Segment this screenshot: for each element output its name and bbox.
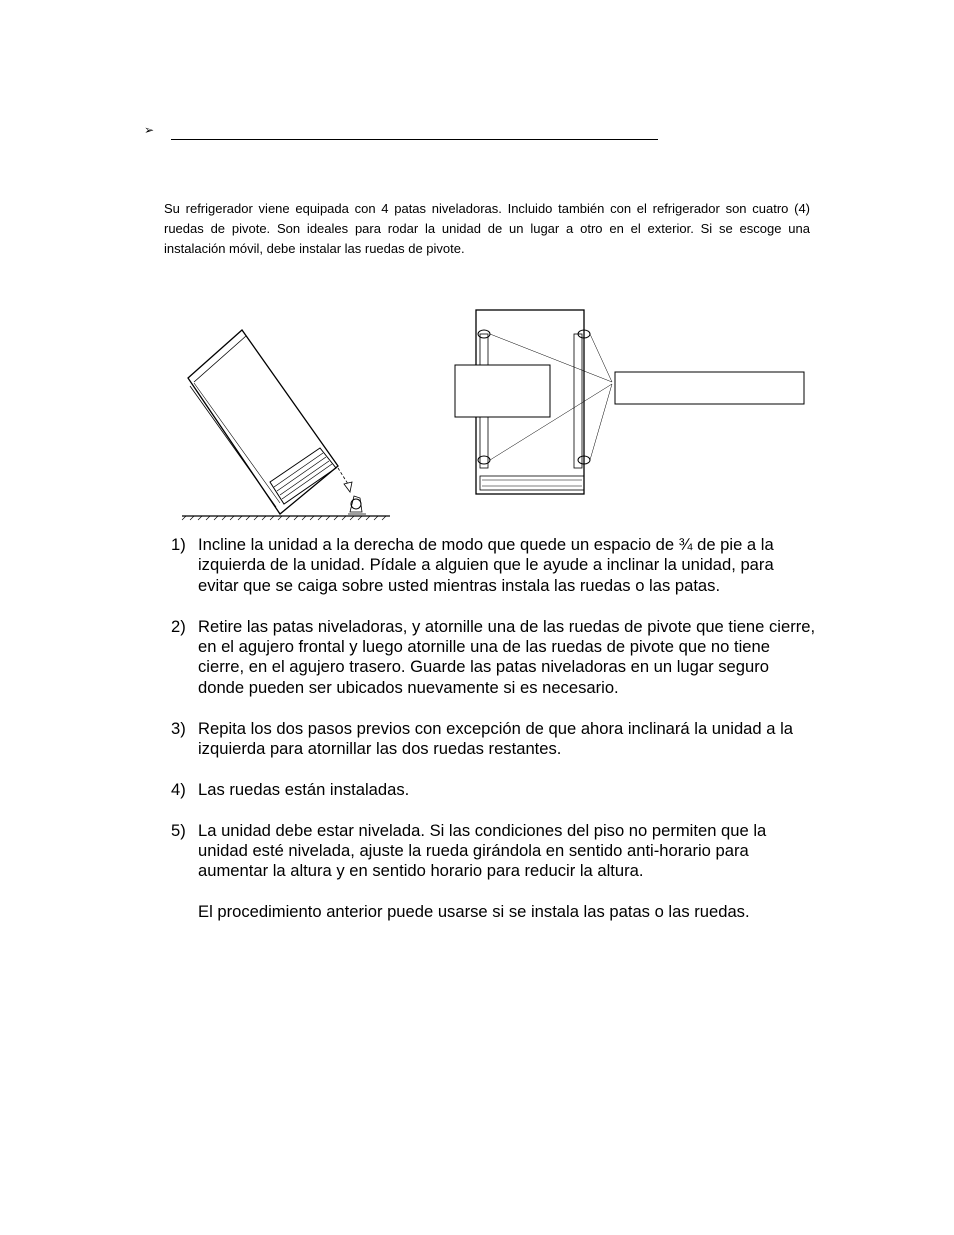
bottom-view-figure	[455, 310, 804, 494]
callout-box-left	[455, 365, 550, 417]
closing-note: El procedimiento anterior puede usarse si se instala las patas o las ruedas.	[198, 902, 750, 922]
instruction-list	[166, 535, 816, 923]
step-text: Retire las patas niveladoras, y atornille una de las ruedas de pivote que tiene cierre, en el agujero frontal y luego atornille una de las ruedas de pivote que no tiene cierre, en el agujero trasero. Guarde las patas niveladoras en un lugar seguro donde pueden ser ubicados nuevamente si es necesario.	[198, 616, 816, 697]
step-text: Las ruedas están instaladas.	[198, 779, 410, 799]
heading-underline	[171, 139, 658, 140]
list-item	[166, 617, 816, 699]
step-number: 5)	[171, 820, 186, 840]
step-number: 1)	[171, 535, 186, 554]
step-number: 4)	[171, 779, 186, 799]
caster-illustration	[180, 300, 810, 525]
figures	[180, 300, 810, 525]
list-item	[166, 719, 816, 760]
tilted-unit-figure	[182, 330, 390, 520]
step-text: Repita los dos pasos previos con excepción de que ahora inclinará la unidad a la izquierda para atornillar las dos ruedas restantes.	[198, 718, 793, 759]
intro-paragraph: Su refrigerador viene equipada con 4 patas niveladoras. Incluido también con el refrigerador son cuatro (4) ruedas de pivote. Son ideales para rodar la unidad de un lugar a otro en el exterior. Si se escoge una instalación móvil, debe instalar las ruedas de pivote.	[164, 201, 810, 256]
section-heading	[144, 122, 664, 144]
list-item	[166, 821, 816, 882]
step-number: 3)	[171, 718, 186, 738]
step-text: Incline la unidad a la derecha de modo que quede un espacio de ¾ de pie a la izquierda de la unidad. Pídale a alguien que le ayude a inclinar la unidad, para evitar que se caiga sobre usted mientras instala las ruedas o las patas.	[198, 535, 774, 595]
step-number: 2)	[171, 616, 186, 636]
arrow-bullet-icon: ➢	[144, 123, 155, 137]
callout-box-right	[615, 372, 804, 404]
step-text: La unidad debe estar nivelada. Si las condiciones del piso no permiten que la unidad esté nivelada, ajuste la rueda girándola en sentido anti-horario para aumentar la altura y en sentido horario para reducir la altura.	[198, 820, 767, 881]
list-item	[166, 780, 816, 800]
list-item	[166, 535, 816, 596]
